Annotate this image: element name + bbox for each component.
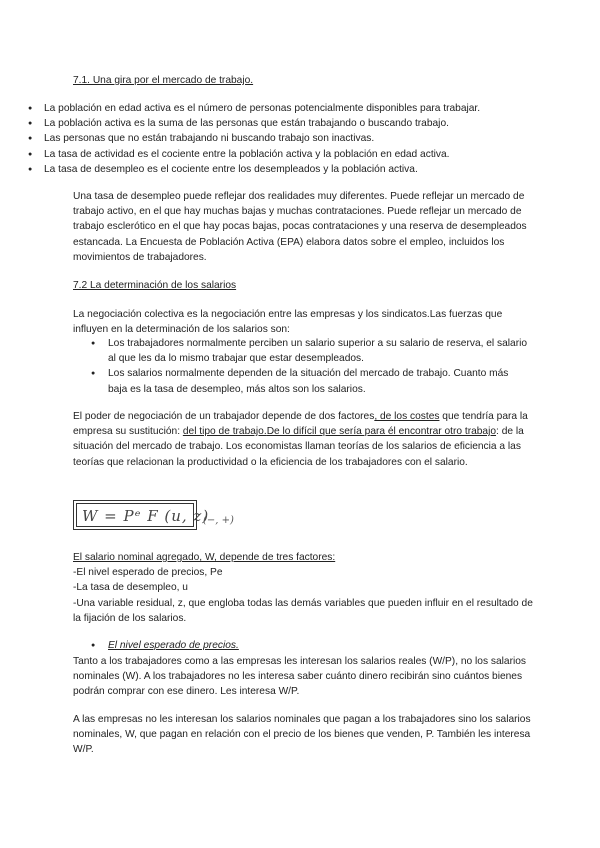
paragraph-real-wages-workers: Tanto a los trabajadores como a las empresas les interesan los salarios reales (W/P), no los salarios nominales (W). A los trabajadores no les interesa saber cuánto dinero recibirán sino cuántos bienes podrán comprar con ese dinero. Les interesa W/P.	[73, 656, 526, 698]
wage-formula: W = Pᵉ F (u, z)	[82, 507, 210, 525]
text-run: El poder de negociación de un trabajador depende de dos factores	[73, 411, 375, 422]
wage-formula-box	[73, 500, 210, 530]
list-item: ● La tasa de desempleo es el cociente entre los desempleados y la población activa.	[44, 162, 564, 177]
list-item: ● Las personas que no están trabajando ni buscando trabajo son inactivas.	[44, 131, 564, 146]
text-run: que tendría para la empresa su sustitución:	[73, 411, 528, 438]
list-item: ● La tasa de actividad es el cociente entre la población activa y la población en edad activa.	[44, 147, 564, 162]
list-item: -El nivel esperado de precios, Pe	[73, 567, 223, 579]
list-item: ● Los trabajadores normalmente perciben un salario superior a su salario de reserva, el salario al que les da lo mismo trabajar que estar desempleados.	[108, 336, 528, 366]
list-item: -La tasa de desempleo, u	[73, 582, 188, 594]
section-heading-7-1: 7.1. Una gira por el mercado de trabajo.	[73, 75, 254, 86]
section-heading-7-2: 7.2 La determinación de los salarios	[73, 280, 237, 291]
paragraph-real-wages-firms: A las empresas no les interesan los salarios nominales que pagan a los trabajadores sino los salarios nominales, W, que pagan en relación con el precio de los bienes que venden, P. También les interesa W/P.	[73, 714, 531, 756]
paragraph-nominal-wage-factors	[73, 550, 533, 626]
list-item: ● La población activa es la suma de las personas que están trabajando o buscando trabajo.	[44, 116, 564, 131]
list-item: ● Los salarios normalmente dependen de la situación del mercado de trabajo. Cuanto más baja es la tasa de desempleo, más altos son los salarios.	[108, 366, 528, 396]
paragraph-collective-bargaining: La negociación colectiva es la negociación entre las empresas y los sindicatos.Las fuerzas que influyen en la determinación de los salarios son:	[73, 309, 503, 336]
list-item: ● El nivel esperado de precios.	[108, 638, 528, 653]
paragraph-bargaining-power	[73, 409, 533, 470]
list-item: ● La población en edad activa es el número de personas potencialmente disponibles para trabajar.	[44, 101, 564, 116]
paragraph-subheading: El salario nominal agregado, W, depende de tres factores:	[73, 552, 336, 563]
text-run-underlined: De lo difícil que sería para él encontrar otro trabajo	[266, 426, 497, 438]
bullet-list-labor-market	[44, 101, 564, 177]
text-run: : de la situación del mercado de trabajo. Los economistas llaman teorías de los salarios de eficiencia a las teorías que relacionan la productividad o la eficiencia de los trabajadores con el salario.	[73, 426, 524, 468]
bullet-list-wage-forces	[108, 336, 528, 397]
formula-sign-note: (−, +)	[203, 515, 234, 526]
list-item: -Una variable residual, z, que engloba todas las demás variables que pueden influir en el resultado de la fijación de los salarios.	[73, 597, 533, 624]
paragraph-unemployment-rate: Una tasa de desempleo puede reflejar dos realidades muy diferentes. Puede reflejar un mercado de trabajo activo, en el que hay muchas bajas y muchas contrataciones. Puede reflejar un mercado de trabajo esclerótico en el que hay pocas bajas, pocas contrataciones y una reserva de desempleados estancada. La Encuesta de Población Activa (EPA) elabora datos sobre el empleo, incluidos los movimientos de trabajadores.	[73, 191, 527, 263]
text-run-underlined: , de los costes	[374, 411, 440, 422]
text-run-underlined: del tipo de trabajo.	[182, 426, 267, 438]
bullet-list-expected-prices	[108, 638, 528, 653]
